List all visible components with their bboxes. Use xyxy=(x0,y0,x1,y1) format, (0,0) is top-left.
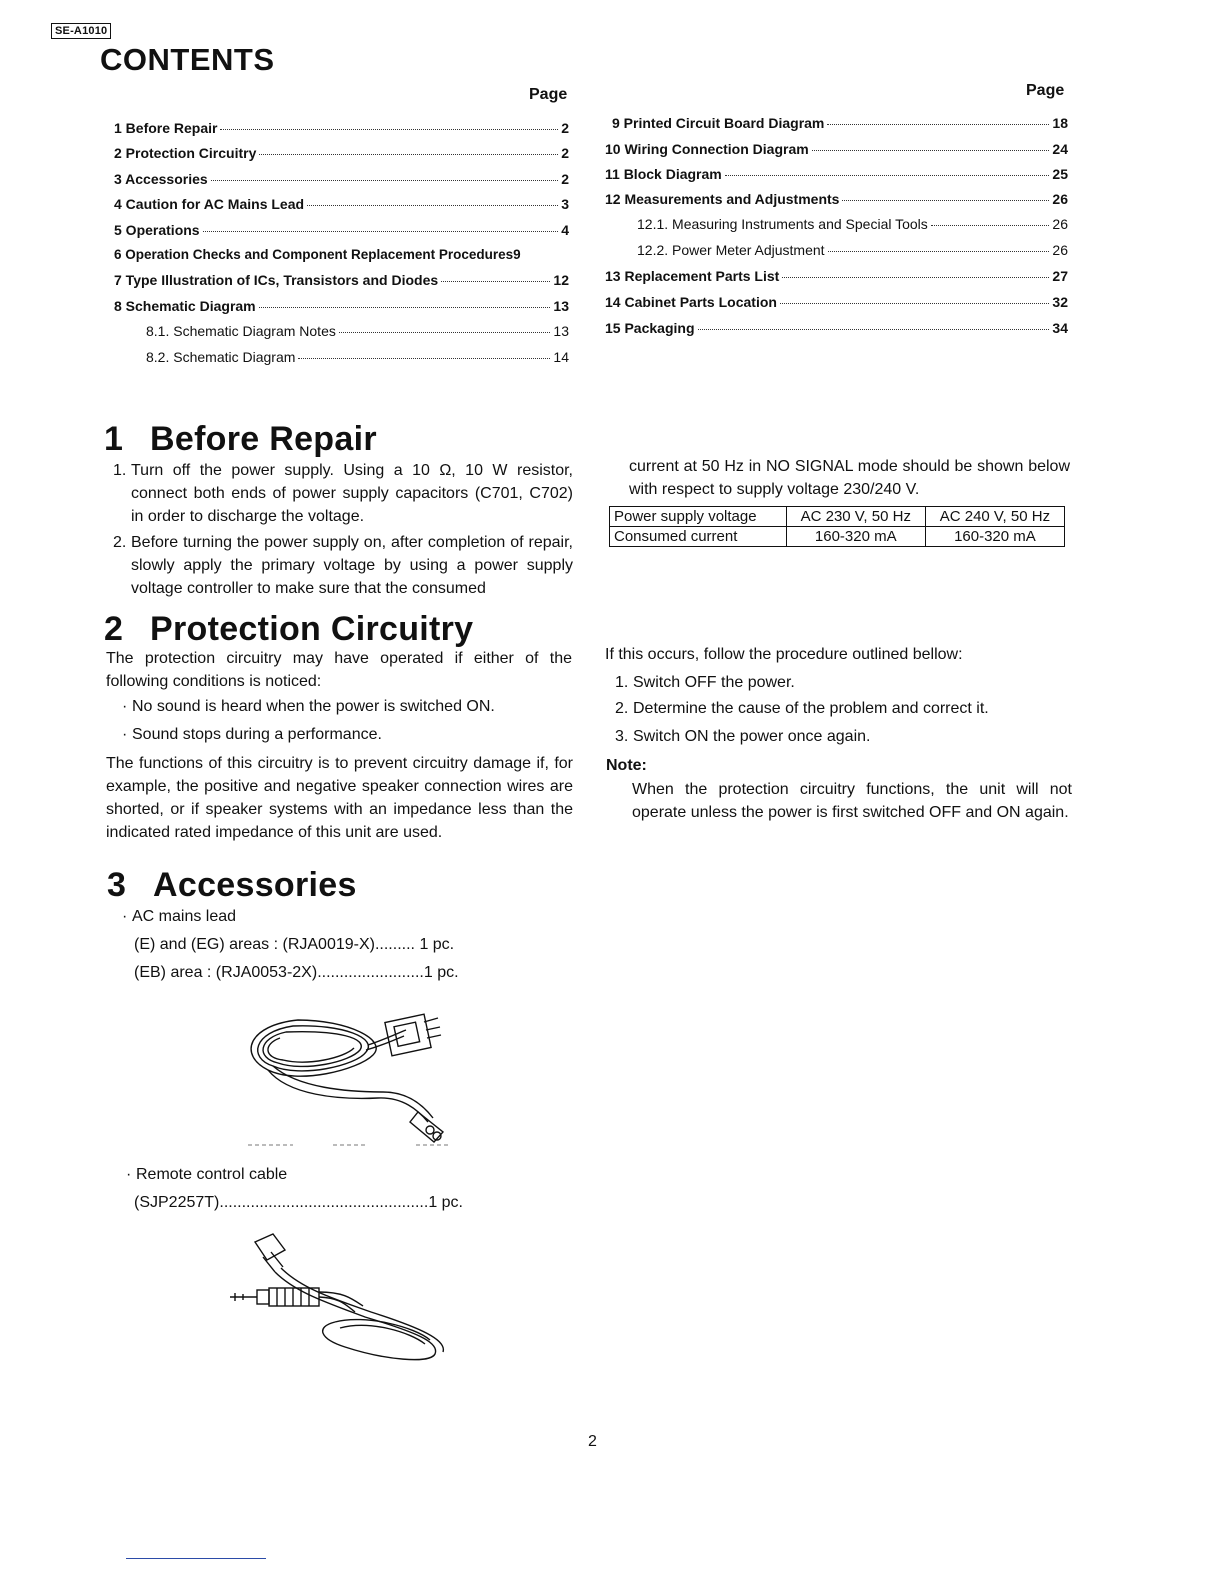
toc-entry[interactable] xyxy=(605,294,1068,310)
toc-entry-page: 2 xyxy=(561,171,569,187)
toc-entry-label: 2 Protection Circuitry xyxy=(114,145,257,161)
toc-left-page-label: Page xyxy=(529,86,568,103)
procedure-step xyxy=(615,671,1065,694)
bullet-text: Sound stops during a performance. xyxy=(132,726,382,743)
before-repair-continuation: current at 50 Hz in NO SIGNAL mode should be shown below with respect to supply voltage 230/240 V. xyxy=(629,458,1070,498)
section-heading-accessories: 3 Accessories xyxy=(107,866,357,904)
table-row xyxy=(610,507,1065,527)
table-row xyxy=(610,527,1065,547)
toc-entry-label: 3 Accessories xyxy=(114,171,208,187)
toc-entry-page: 24 xyxy=(1052,141,1068,157)
protection-bullet: · Sound stops during a performance. xyxy=(122,723,572,746)
table-cell: Power supply voltage xyxy=(610,507,787,527)
toc-entry-label: 8.2. Schematic Diagram xyxy=(146,349,296,365)
note-label: Note: xyxy=(606,757,647,774)
toc-entry-page: 14 xyxy=(553,349,569,365)
toc-entry-page: 26 xyxy=(1052,242,1068,258)
toc-entry[interactable] xyxy=(114,171,569,187)
section-heading-before-repair: 1 Before Repair xyxy=(104,420,377,458)
toc-subentry[interactable] xyxy=(637,216,1068,232)
toc-entry[interactable] xyxy=(605,141,1068,157)
accessory-label: · AC mains lead xyxy=(122,905,522,928)
step-text: Determine the cause of the problem and correct it. xyxy=(633,700,989,717)
toc-subentry[interactable] xyxy=(146,349,569,365)
table-cell: AC 240 V, 50 Hz xyxy=(925,507,1064,527)
accessory-line: (SJP2257T)...............................................1 pc. xyxy=(134,1194,463,1211)
toc-entry-page: 4 xyxy=(561,222,569,238)
toc-entry-page: 25 xyxy=(1052,166,1068,182)
item-number: 2. xyxy=(113,534,127,551)
bullet-text: No sound is heard when the power is switched ON. xyxy=(132,698,495,715)
toc-entry-label: 7 Type Illustration of ICs, Transistors and Diodes xyxy=(114,272,439,288)
toc-entry-page: 2 xyxy=(561,120,569,136)
item-text: Before turning the power supply on, after completion of repair, slowly apply the primary voltage by using a power supply voltage controller to make sure that the consumed xyxy=(131,534,573,597)
toc-subentry[interactable] xyxy=(637,242,1068,258)
toc-subentry[interactable] xyxy=(146,323,569,339)
toc-entry[interactable] xyxy=(605,268,1068,284)
accessory-label: · Remote control cable xyxy=(126,1163,526,1186)
model-tag: SE-A1010 xyxy=(51,23,111,39)
toc-entry-label: 9 Printed Circuit Board Diagram xyxy=(612,115,825,131)
page-number: 2 xyxy=(588,1433,597,1450)
toc-entry-label: 12.2. Power Meter Adjustment xyxy=(637,242,825,258)
accessory-name: AC mains lead xyxy=(132,908,237,925)
table-cell: AC 230 V, 50 Hz xyxy=(786,507,925,527)
step-number: 3. xyxy=(615,728,629,745)
ac-mains-lead-illustration xyxy=(238,1000,453,1150)
table-cell: Consumed current xyxy=(610,527,787,547)
accessory-line: (EB) area : (RJA0053-2X)........................1 pc. xyxy=(134,964,459,981)
toc-entry-label: 8 Schematic Diagram xyxy=(114,298,256,314)
protection-intro: The protection circuitry may have operated if either of the following conditions is noticed: xyxy=(106,650,572,690)
toc-entry[interactable] xyxy=(605,320,1068,336)
item-text: Turn off the power supply. Using a 10 Ω, 10 W resistor, connect both ends of power supply capacitors (C701, C702) in order to discharge the voltage. xyxy=(131,462,573,525)
step-number: 2. xyxy=(615,700,629,717)
toc-entry-label: 6 Operation Checks and Component Replacement Procedures xyxy=(114,247,514,262)
toc-entry-label: 8.1. Schematic Diagram Notes xyxy=(146,323,336,339)
section-heading-protection-circuitry: 2 Protection Circuitry xyxy=(104,610,474,648)
step-text: Switch OFF the power. xyxy=(633,674,795,691)
footer-rule xyxy=(126,1558,266,1559)
toc-entry[interactable] xyxy=(114,298,569,314)
toc-entry-label: 12 Measurements and Adjustments xyxy=(605,191,840,207)
procedure-step xyxy=(615,725,1065,748)
toc-entry-label: 5 Operations xyxy=(114,222,200,238)
remote-control-cable-illustration xyxy=(225,1232,475,1367)
toc-entry[interactable] xyxy=(605,166,1068,182)
toc-entry[interactable] xyxy=(114,120,569,136)
toc-entry-label: 10 Wiring Connection Diagram xyxy=(605,141,809,157)
toc-entry-page: 2 xyxy=(561,145,569,161)
toc-right-page-label: Page xyxy=(1026,82,1065,99)
procedure-step xyxy=(615,697,1065,720)
toc-entry-label: 4 Caution for AC Mains Lead xyxy=(114,196,305,212)
before-repair-item xyxy=(113,459,573,528)
toc-entry[interactable] xyxy=(114,145,569,161)
protection-bullet: · No sound is heard when the power is switched ON. xyxy=(122,695,572,718)
toc-entry-page: 13 xyxy=(553,298,569,314)
table-cell: 160-320 mA xyxy=(925,527,1064,547)
toc-entry[interactable] xyxy=(114,196,569,212)
step-number: 1. xyxy=(615,674,629,691)
table-cell: 160-320 mA xyxy=(786,527,925,547)
note-text: When the protection circuitry functions, the unit will not operate unless the power is first switched OFF and ON again. xyxy=(632,781,1072,821)
toc-entry-page: 9 xyxy=(513,247,521,262)
accessory-line: (E) and (EG) areas : (RJA0019-X)......... 1 pc. xyxy=(134,936,455,953)
toc-entry-page: 26 xyxy=(1052,191,1068,207)
toc-entry-label: 13 Replacement Parts List xyxy=(605,268,780,284)
item-number: 1. xyxy=(113,462,127,479)
toc-entry-page: 27 xyxy=(1052,268,1068,284)
contents-title: CONTENTS xyxy=(100,42,275,77)
toc-entry[interactable] xyxy=(114,247,569,262)
toc-entry-label: 12.1. Measuring Instruments and Special Tools xyxy=(637,216,928,232)
toc-entry-page: 18 xyxy=(1052,115,1068,131)
step-text: Switch ON the power once again. xyxy=(633,728,871,745)
toc-entry-page: 26 xyxy=(1052,216,1068,232)
toc-entry-page: 12 xyxy=(553,272,569,288)
before-repair-item xyxy=(113,531,573,600)
toc-entry-page: 32 xyxy=(1052,294,1068,310)
toc-entry[interactable] xyxy=(612,115,1068,131)
procedure-intro: If this occurs, follow the procedure outlined bellow: xyxy=(605,646,963,663)
accessory-name: Remote control cable xyxy=(136,1166,288,1183)
consumed-current-table xyxy=(609,506,1065,547)
toc-entry-label: 1 Before Repair xyxy=(114,120,218,136)
toc-entry-page: 3 xyxy=(561,196,569,212)
toc-entry[interactable] xyxy=(605,191,1068,207)
toc-entry[interactable] xyxy=(114,222,569,238)
toc-entry-label: 11 Block Diagram xyxy=(605,166,722,182)
protection-functions: The functions of this circuitry is to prevent circuitry damage if, for example, the positive and negative speaker connection wires are shorted, or if speaker systems with an impedance less than the indicated rated impedance of this unit are used. xyxy=(106,755,573,841)
toc-entry[interactable] xyxy=(114,272,569,288)
toc-entry-label: 14 Cabinet Parts Location xyxy=(605,294,777,310)
toc-entry-label: 15 Packaging xyxy=(605,320,695,336)
toc-entry-page: 13 xyxy=(553,323,569,339)
toc-entry-page: 34 xyxy=(1052,320,1068,336)
